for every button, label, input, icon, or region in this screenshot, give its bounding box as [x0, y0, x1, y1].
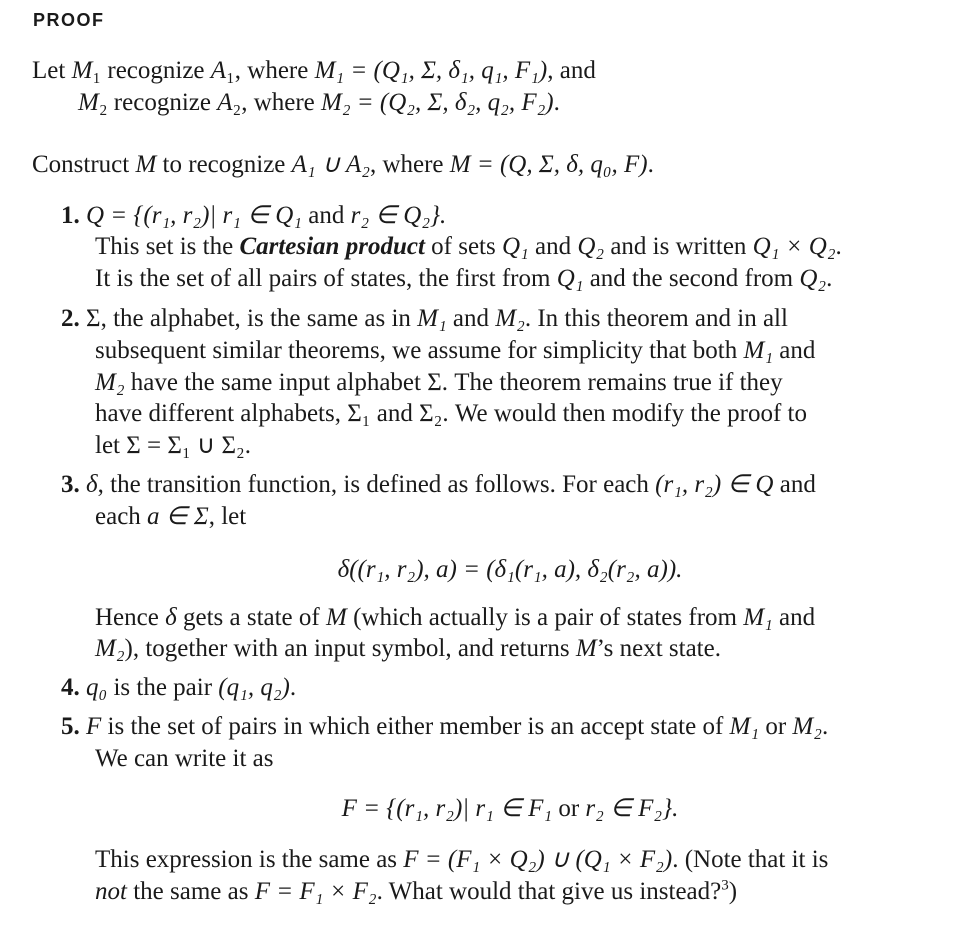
text: gets a state of	[176, 604, 326, 631]
text: and is written	[604, 233, 753, 260]
math: Σ₁	[347, 400, 371, 427]
math: q₀	[86, 674, 108, 701]
text: , and	[547, 57, 596, 84]
math: F = F₁ × F₂	[254, 878, 377, 905]
item-2-line-1	[61, 304, 788, 334]
item-4-line-1	[61, 673, 296, 703]
text: and the second from	[583, 265, 800, 292]
text: .	[553, 89, 560, 116]
text: to recognize	[156, 151, 292, 178]
text: Hence	[95, 604, 166, 631]
text: , where	[241, 89, 322, 116]
text: and	[446, 305, 496, 332]
text: .	[835, 233, 842, 260]
text: It is the set of all pairs of states, the first from	[95, 265, 557, 292]
text: .	[821, 713, 829, 740]
item-5-line-3	[95, 845, 828, 875]
item-2-line-5	[95, 431, 251, 461]
text: This expression is the same as	[95, 846, 404, 873]
emphasis: not	[95, 878, 127, 905]
text: Let	[32, 57, 72, 84]
math: Σ₂	[419, 400, 443, 427]
text: have different alphabets,	[95, 400, 348, 427]
math: M₁	[743, 337, 774, 364]
math-set: Q = {(r₁, r₂)| r₁ ∈ Q₁	[86, 202, 302, 229]
text: recognize	[101, 57, 211, 84]
subscript-1: ₁	[92, 57, 102, 84]
math: Q₁	[556, 265, 584, 292]
math: Σ	[86, 305, 101, 332]
text: .	[647, 151, 654, 178]
math: M₂	[792, 713, 822, 740]
item-2-line-2	[95, 336, 815, 366]
item-1-line-1	[61, 201, 446, 231]
setup-line-1	[32, 56, 596, 86]
text: each	[95, 503, 148, 530]
text: or	[759, 713, 793, 740]
text: and	[773, 471, 816, 498]
math-m: M	[135, 151, 157, 178]
item-1-line-2	[95, 232, 842, 262]
defined-term: Cartesian product	[239, 233, 425, 260]
math: M₁	[417, 305, 447, 332]
text: , where	[369, 151, 450, 178]
item-3-line-4	[95, 634, 721, 664]
math: M	[325, 604, 347, 631]
math: M₂	[95, 635, 125, 662]
item-number: 5.	[61, 713, 80, 740]
math-tuple: M = (Q, Σ, δ, q₀, F)	[449, 151, 648, 178]
item-3-line-1	[61, 470, 816, 500]
text: . What would that give us instead?	[376, 878, 722, 905]
text: We can write it as	[95, 745, 274, 772]
math: (q₁, q₂)	[218, 674, 290, 701]
text: and	[773, 337, 816, 364]
text: (which actually is a pair of states from	[346, 604, 744, 631]
math-tuple: M₁ = (Q₁, Σ, δ₁, q₁, F₁)	[314, 57, 548, 84]
text: )	[728, 878, 738, 905]
text: , where	[234, 57, 315, 84]
setup-line-2	[78, 88, 560, 118]
text: and	[772, 604, 816, 631]
math-a: A	[210, 57, 227, 84]
text: .	[289, 674, 297, 701]
item-5-line-2	[95, 744, 273, 774]
math: Q₂	[799, 265, 827, 292]
text: recognize	[107, 89, 218, 116]
item-5-display-equation	[95, 794, 925, 824]
math: Σ	[427, 369, 442, 396]
text: , the transition function, is defined as follows. For each	[97, 471, 656, 498]
math-union: A₁ ∪ A₂	[291, 151, 370, 178]
subscript-1: ₁	[226, 57, 235, 84]
section-heading: PROOF	[33, 10, 105, 30]
text: .	[244, 432, 251, 459]
text: . We would then modify the proof to	[442, 400, 807, 427]
item-number: 4.	[61, 674, 80, 701]
text: . The theorem remains true if they	[441, 369, 783, 396]
math: M	[575, 635, 597, 662]
text: . (Note that it is	[672, 846, 829, 873]
math-display: r₂ ∈ F₂}.	[585, 795, 679, 822]
math: Q₁	[501, 233, 529, 260]
item-number: 1.	[61, 202, 80, 229]
item-5-line-4	[95, 877, 737, 907]
item-number: 3.	[61, 471, 80, 498]
math: F	[86, 713, 102, 740]
text: Construct	[32, 151, 136, 178]
math: M₁	[729, 713, 760, 740]
subscript-2: ₂	[98, 89, 108, 116]
item-3-line-3	[95, 603, 815, 633]
math-tuple: M₂ = (Q₂, Σ, δ₂, q₂, F₂)	[321, 89, 554, 116]
text: This set is the	[95, 233, 240, 260]
math-m: M	[78, 89, 99, 116]
item-number: 2.	[61, 305, 80, 332]
text: and	[528, 233, 578, 260]
text: , let	[208, 503, 247, 530]
text: ’s next state.	[596, 635, 721, 662]
text: is the pair	[107, 674, 219, 701]
math: M₂	[95, 369, 125, 396]
item-2-line-4	[95, 399, 807, 429]
footnote-marker[interactable]: 3	[721, 877, 729, 894]
text: or	[552, 795, 586, 822]
math: Σ = Σ₁ ∪ Σ₂	[126, 432, 245, 459]
text: . In this theorem and in all	[524, 305, 788, 332]
text: and	[301, 202, 351, 229]
math: M₁	[743, 604, 773, 631]
math: (r₁, r₂) ∈ Q	[655, 471, 774, 498]
item-1-line-3	[95, 264, 832, 294]
text: , the alphabet, is the same as in	[100, 305, 418, 332]
math: δ	[86, 471, 98, 498]
math-set: r₂ ∈ Q₂}.	[350, 202, 447, 229]
text: ), together with an input symbol, and returns	[124, 635, 576, 662]
math: M₂	[495, 305, 525, 332]
text: and	[370, 400, 420, 427]
math: Q₁ × Q₂	[752, 233, 836, 260]
text: let	[95, 432, 127, 459]
text: is the set of pairs in which either member is an accept state of	[101, 713, 730, 740]
math-a: A	[217, 89, 233, 116]
item-3-display-equation	[95, 555, 925, 585]
subscript-2: ₂	[232, 89, 242, 116]
math-display: F = {(r₁, r₂)| r₁ ∈ F₁	[341, 795, 553, 822]
math-m: M	[71, 57, 93, 84]
text: of sets	[424, 233, 502, 260]
math-display: δ((r₁, r₂), a) = (δ₁(r₁, a), δ₂(r₂, a)).	[337, 556, 683, 583]
text: .	[826, 265, 833, 292]
item-2-line-3	[95, 368, 783, 398]
item-5-line-1	[61, 712, 828, 742]
text: subsequent similar theorems, we assume for simplicity that both	[95, 337, 744, 364]
math: Q₂	[577, 233, 605, 260]
item-3-line-2	[95, 502, 246, 532]
math: a ∈ Σ	[147, 503, 209, 530]
text: the same as	[126, 878, 255, 905]
math: δ	[165, 604, 177, 631]
math: F = (F₁ × Q₂) ∪ (Q₁ × F₂)	[403, 846, 673, 873]
construct-line	[32, 150, 654, 180]
text: have the same input alphabet	[124, 369, 428, 396]
